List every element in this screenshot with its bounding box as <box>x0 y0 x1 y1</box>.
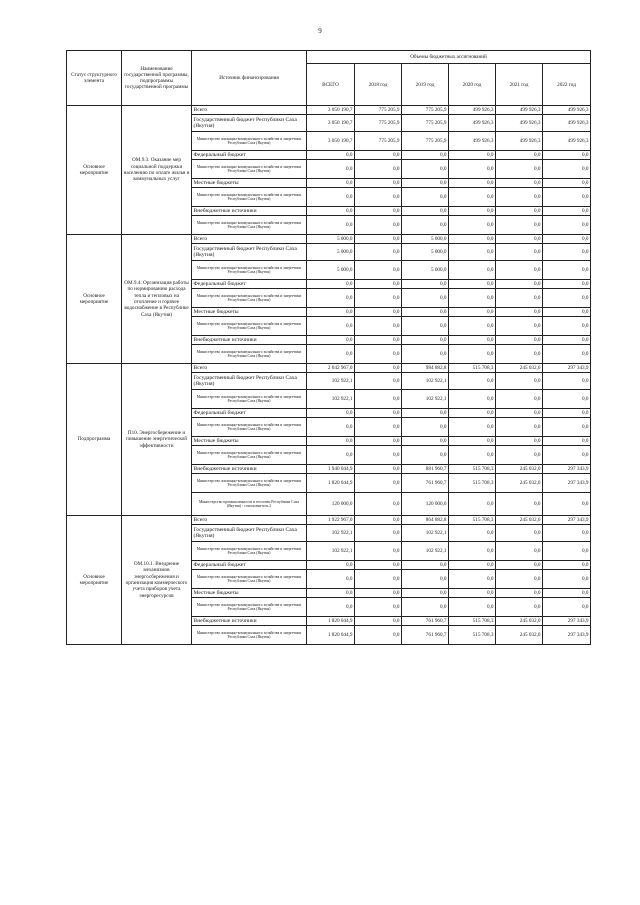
amount-cell: 775 205,9 <box>402 132 449 151</box>
executor-name: Министерство жилищно-коммунального хозяйства и энергетики Республики Саха (Якутия) <box>192 570 307 589</box>
amount-cell: 0,0 <box>355 474 402 493</box>
amount-cell: 5 000,0 <box>307 235 355 244</box>
amount-cell: 0,0 <box>355 373 402 390</box>
amount-cell: 0,0 <box>355 364 402 373</box>
amount-cell: 0,0 <box>496 280 543 289</box>
amount-cell: 0,0 <box>543 207 591 216</box>
amount-cell: 0,0 <box>543 598 591 617</box>
amount-cell: 515 708,3 <box>449 364 496 373</box>
amount-cell: 0,0 <box>449 280 496 289</box>
funding-source: Внебюджетные источники <box>192 207 307 216</box>
funding-source: Федеральный бюджет <box>192 409 307 418</box>
amount-cell: 0,0 <box>449 598 496 617</box>
amount-cell: 0,0 <box>307 179 355 188</box>
amount-cell: 0,0 <box>402 561 449 570</box>
amount-cell: 5 000,0 <box>402 244 449 261</box>
amount-cell: 0,0 <box>449 216 496 235</box>
amount-cell: 0,0 <box>496 493 543 516</box>
amount-cell: 0,0 <box>496 418 543 437</box>
header-source: Источник финансирования <box>192 51 307 106</box>
amount-cell: 499 926,3 <box>496 132 543 151</box>
executor-name: Министерство жилищно-коммунального хозяйства и энергетики Республики Саха (Якутия) <box>192 317 307 336</box>
program-name: ОМ.10.1. Внедрение механизмов энергосбережения и организация коммерческого учета приборов учета энергоресурсов <box>122 516 192 645</box>
amount-cell: 0,0 <box>307 280 355 289</box>
amount-cell: 0,0 <box>496 525 543 542</box>
amount-cell: 0,0 <box>355 390 402 409</box>
amount-cell: 0,0 <box>543 216 591 235</box>
executor-name: Министерство жилищно-коммунального хозяйства и энергетики Республики Саха (Якутия) <box>192 542 307 561</box>
executor-name: Министерство жилищно-коммунального хозяйства и энергетики Республики Саха (Якутия) <box>192 132 307 151</box>
amount-cell: 0,0 <box>355 446 402 465</box>
amount-cell: 1 820 044,9 <box>307 474 355 493</box>
amount-cell: 0,0 <box>449 188 496 207</box>
amount-cell: 297 343,9 <box>543 516 591 525</box>
amount-cell: 0,0 <box>307 345 355 364</box>
amount-cell: 0,0 <box>355 289 402 308</box>
amount-cell: 499 926,3 <box>543 132 591 151</box>
amount-cell: 0,0 <box>449 261 496 280</box>
executor-name: Министерство жилищно-коммунального хозяйства и энергетики Республики Саха (Якутия) <box>192 261 307 280</box>
amount-cell: 0,0 <box>543 446 591 465</box>
funding-source: Федеральный бюджет <box>192 280 307 289</box>
header-year-total: ВСЕГО <box>307 64 355 106</box>
amount-cell: 0,0 <box>307 317 355 336</box>
amount-cell: 0,0 <box>449 493 496 516</box>
amount-cell: 0,0 <box>543 160 591 179</box>
amount-cell: 0,0 <box>496 390 543 409</box>
amount-cell: 0,0 <box>543 261 591 280</box>
funding-source: Местные бюджеты <box>192 437 307 446</box>
amount-cell: 515 708,3 <box>449 516 496 525</box>
header-year-2021: 2021 год <box>496 64 543 106</box>
executor-name: Министерство жилищно-коммунального хозяйства и энергетики Республики Саха (Якутия) <box>192 216 307 235</box>
amount-cell: 0,0 <box>307 446 355 465</box>
program-name: ОМ.9.3. Оказание мер социальной поддержки населению по оплате жилья и коммунальных услуг <box>122 106 192 235</box>
amount-cell: 0,0 <box>449 308 496 317</box>
budget-table <box>66 50 591 645</box>
amount-cell: 0,0 <box>449 437 496 446</box>
funding-source: Государственный бюджет Республики Саха (Якутия) <box>192 525 307 542</box>
amount-cell: 245 032,0 <box>496 516 543 525</box>
element-status: Основное мероприятие <box>67 235 122 364</box>
amount-cell: 102 922,1 <box>307 373 355 390</box>
amount-cell: 0,0 <box>449 418 496 437</box>
program-name: ОМ.9.4. Организация работы по нормированию расхода тепла и тепловых на отопление и горячее водоснабжение в Республике Саха (Якутия) <box>122 235 192 364</box>
amount-cell: 0,0 <box>402 589 449 598</box>
amount-cell: 0,0 <box>402 570 449 589</box>
amount-cell: 0,0 <box>496 235 543 244</box>
executor-name: Министерство жилищно-коммунального хозяйства и энергетики Республики Саха (Якутия) <box>192 446 307 465</box>
amount-cell: 0,0 <box>543 317 591 336</box>
amount-cell: 0,0 <box>355 244 402 261</box>
amount-cell: 0,0 <box>307 409 355 418</box>
header-year-2020: 2020 год <box>449 64 496 106</box>
executor-name: Министерство жилищно-коммунального хозяйства и энергетики Республики Саха (Якутия) <box>192 160 307 179</box>
executor-name: Министерство жилищно-коммунального хозяйства и энергетики Республики Саха (Якутия) <box>192 418 307 437</box>
amount-cell: 0,0 <box>402 446 449 465</box>
table-row <box>67 364 591 373</box>
funding-source: Государственный бюджет Республики Саха (Якутия) <box>192 244 307 261</box>
amount-cell: 0,0 <box>355 207 402 216</box>
element-status: Основное мероприятие <box>67 516 122 645</box>
element-status: Основное мероприятие <box>67 106 122 235</box>
amount-cell: 0,0 <box>355 409 402 418</box>
funding-source: Внебюджетные источники <box>192 336 307 345</box>
amount-cell: 0,0 <box>402 289 449 308</box>
amount-cell: 0,0 <box>449 235 496 244</box>
funding-source: Федеральный бюджет <box>192 151 307 160</box>
amount-cell: 0,0 <box>355 465 402 474</box>
amount-cell: 0,0 <box>449 542 496 561</box>
amount-cell: 0,0 <box>543 244 591 261</box>
amount-cell: 0,0 <box>402 336 449 345</box>
amount-cell: 297 343,9 <box>543 626 591 645</box>
amount-cell: 3 050 190,7 <box>307 132 355 151</box>
amount-cell: 0,0 <box>355 216 402 235</box>
amount-cell: 0,0 <box>449 409 496 418</box>
amount-cell: 0,0 <box>307 289 355 308</box>
amount-cell: 0,0 <box>543 493 591 516</box>
amount-cell: 0,0 <box>355 280 402 289</box>
amount-cell: 0,0 <box>496 437 543 446</box>
amount-cell: 0,0 <box>355 418 402 437</box>
funding-source: Всего <box>192 106 307 115</box>
amount-cell: 775 205,9 <box>355 115 402 132</box>
amount-cell: 0,0 <box>355 336 402 345</box>
amount-cell: 1 820 044,9 <box>307 617 355 626</box>
amount-cell: 0,0 <box>449 561 496 570</box>
amount-cell: 0,0 <box>449 525 496 542</box>
amount-cell: 0,0 <box>449 336 496 345</box>
amount-cell: 5 000,0 <box>307 261 355 280</box>
amount-cell: 0,0 <box>307 437 355 446</box>
amount-cell: 0,0 <box>543 280 591 289</box>
amount-cell: 0,0 <box>543 289 591 308</box>
amount-cell: 0,0 <box>355 561 402 570</box>
amount-cell: 0,0 <box>496 446 543 465</box>
amount-cell: 245 032,0 <box>496 465 543 474</box>
amount-cell: 0,0 <box>355 516 402 525</box>
amount-cell: 102 922,1 <box>307 542 355 561</box>
amount-cell: 775 205,9 <box>355 132 402 151</box>
header-budget-volume: Объемы бюджетных ассигнований <box>307 51 591 64</box>
amount-cell: 0,0 <box>307 570 355 589</box>
header-program-name: Наименование государственной программы, подпрограммы государственной программы <box>122 51 192 106</box>
amount-cell: 0,0 <box>355 235 402 244</box>
amount-cell: 5 000,0 <box>402 261 449 280</box>
amount-cell: 984 882,8 <box>402 364 449 373</box>
amount-cell: 499 926,3 <box>449 132 496 151</box>
amount-cell: 0,0 <box>496 207 543 216</box>
amount-cell: 102 922,1 <box>402 390 449 409</box>
amount-cell: 120 000,0 <box>402 493 449 516</box>
element-status: Подпрограмма <box>67 364 122 516</box>
amount-cell: 515 708,3 <box>449 474 496 493</box>
amount-cell: 1 940 044,9 <box>307 465 355 474</box>
amount-cell: 0,0 <box>496 317 543 336</box>
table-row <box>67 516 591 525</box>
amount-cell: 0,0 <box>496 216 543 235</box>
header-year-2019: 2019 год <box>402 64 449 106</box>
amount-cell: 0,0 <box>543 390 591 409</box>
funding-source: Государственный бюджет Республики Саха (Якутия) <box>192 373 307 390</box>
amount-cell: 0,0 <box>496 561 543 570</box>
amount-cell: 775 205,9 <box>402 115 449 132</box>
amount-cell: 0,0 <box>307 561 355 570</box>
amount-cell: 864 882,8 <box>402 516 449 525</box>
amount-cell: 515 708,3 <box>449 465 496 474</box>
amount-cell: 0,0 <box>355 525 402 542</box>
amount-cell: 0,0 <box>402 207 449 216</box>
amount-cell: 0,0 <box>355 626 402 645</box>
amount-cell: 0,0 <box>543 308 591 317</box>
amount-cell: 0,0 <box>543 188 591 207</box>
amount-cell: 0,0 <box>496 289 543 308</box>
amount-cell: 499 926,3 <box>496 106 543 115</box>
funding-source: Государственный бюджет Республики Саха (Якутия) <box>192 115 307 132</box>
amount-cell: 0,0 <box>402 160 449 179</box>
amount-cell: 0,0 <box>449 390 496 409</box>
funding-source: Местные бюджеты <box>192 179 307 188</box>
amount-cell: 0,0 <box>355 308 402 317</box>
amount-cell: 0,0 <box>449 570 496 589</box>
amount-cell: 245 032,0 <box>496 626 543 645</box>
amount-cell: 0,0 <box>355 598 402 617</box>
amount-cell: 0,0 <box>496 598 543 617</box>
funding-source: Всего <box>192 364 307 373</box>
amount-cell: 0,0 <box>355 542 402 561</box>
amount-cell: 0,0 <box>496 188 543 207</box>
amount-cell: 775 205,9 <box>355 106 402 115</box>
amount-cell: 499 926,3 <box>449 106 496 115</box>
header-year-2022: 2022 год <box>543 64 591 106</box>
amount-cell: 0,0 <box>543 336 591 345</box>
amount-cell: 0,0 <box>355 570 402 589</box>
amount-cell: 297 343,9 <box>543 465 591 474</box>
amount-cell: 102 922,1 <box>402 373 449 390</box>
amount-cell: 0,0 <box>496 409 543 418</box>
amount-cell: 0,0 <box>449 373 496 390</box>
amount-cell: 0,0 <box>449 317 496 336</box>
amount-cell: 297 343,9 <box>543 617 591 626</box>
amount-cell: 297 343,9 <box>543 364 591 373</box>
table-body <box>67 106 591 645</box>
amount-cell: 0,0 <box>496 589 543 598</box>
amount-cell: 0,0 <box>355 493 402 516</box>
executor-name: Министерство жилищно-коммунального хозяйства и энергетики Республики Саха (Якутия) <box>192 289 307 308</box>
amount-cell: 0,0 <box>449 289 496 308</box>
amount-cell: 0,0 <box>355 179 402 188</box>
amount-cell: 120 000,0 <box>307 493 355 516</box>
amount-cell: 3 050 190,7 <box>307 106 355 115</box>
amount-cell: 0,0 <box>543 525 591 542</box>
amount-cell: 761 960,7 <box>402 474 449 493</box>
amount-cell: 0,0 <box>496 261 543 280</box>
program-name: П10. Энергосбережение и повышение энергетической эффективности <box>122 364 192 516</box>
amount-cell: 0,0 <box>496 570 543 589</box>
amount-cell: 1 922 967,0 <box>307 516 355 525</box>
amount-cell: 0,0 <box>402 216 449 235</box>
amount-cell: 0,0 <box>402 437 449 446</box>
amount-cell: 0,0 <box>543 418 591 437</box>
amount-cell: 0,0 <box>543 561 591 570</box>
amount-cell: 0,0 <box>355 261 402 280</box>
amount-cell: 3 050 190,7 <box>307 115 355 132</box>
amount-cell: 0,0 <box>307 216 355 235</box>
amount-cell: 245 032,0 <box>496 364 543 373</box>
amount-cell: 0,0 <box>355 151 402 160</box>
amount-cell: 102 922,1 <box>402 542 449 561</box>
amount-cell: 499 926,3 <box>543 106 591 115</box>
amount-cell: 245 032,0 <box>496 474 543 493</box>
amount-cell: 515 708,3 <box>449 617 496 626</box>
amount-cell: 0,0 <box>449 160 496 179</box>
amount-cell: 0,0 <box>307 418 355 437</box>
amount-cell: 102 922,1 <box>307 525 355 542</box>
amount-cell: 0,0 <box>543 437 591 446</box>
amount-cell: 0,0 <box>543 542 591 561</box>
amount-cell: 515 708,3 <box>449 626 496 645</box>
funding-source: Федеральный бюджет <box>192 561 307 570</box>
executor-name: Министерство жилищно-коммунального хозяйства и энергетики Республики Саха (Якутия) <box>192 188 307 207</box>
amount-cell: 0,0 <box>543 570 591 589</box>
amount-cell: 0,0 <box>449 589 496 598</box>
amount-cell: 0,0 <box>496 373 543 390</box>
amount-cell: 0,0 <box>496 244 543 261</box>
amount-cell: 0,0 <box>449 179 496 188</box>
amount-cell: 499 926,3 <box>496 115 543 132</box>
amount-cell: 0,0 <box>402 418 449 437</box>
amount-cell: 0,0 <box>402 409 449 418</box>
amount-cell: 0,0 <box>449 244 496 261</box>
amount-cell: 0,0 <box>496 179 543 188</box>
amount-cell: 0,0 <box>543 589 591 598</box>
amount-cell: 0,0 <box>449 151 496 160</box>
amount-cell: 0,0 <box>307 207 355 216</box>
amount-cell: 5 000,0 <box>307 244 355 261</box>
amount-cell: 0,0 <box>307 188 355 207</box>
amount-cell: 761 960,7 <box>402 626 449 645</box>
amount-cell: 499 926,3 <box>543 115 591 132</box>
amount-cell: 0,0 <box>307 151 355 160</box>
amount-cell: 0,0 <box>402 179 449 188</box>
amount-cell: 0,0 <box>402 151 449 160</box>
amount-cell: 0,0 <box>307 308 355 317</box>
amount-cell: 761 960,7 <box>402 617 449 626</box>
amount-cell: 0,0 <box>307 336 355 345</box>
executor-name: Министерство промышленности и геологии Республики Саха (Якутия) - соисполнитель 2 <box>192 493 307 516</box>
executor-name: Министерство жилищно-коммунального хозяйства и энергетики Республики Саха (Якутия) <box>192 345 307 364</box>
executor-name: Министерство жилищно-коммунального хозяйства и энергетики Республики Саха (Якутия) <box>192 390 307 409</box>
amount-cell: 0,0 <box>543 409 591 418</box>
amount-cell: 5 000,0 <box>402 235 449 244</box>
amount-cell: 0,0 <box>449 446 496 465</box>
amount-cell: 0,0 <box>543 345 591 364</box>
executor-name: Министерство жилищно-коммунального хозяйства и энергетики Республики Саха (Якутия) <box>192 474 307 493</box>
funding-source: Всего <box>192 516 307 525</box>
amount-cell: 0,0 <box>543 373 591 390</box>
funding-source: Внебюджетные источники <box>192 465 307 474</box>
amount-cell: 0,0 <box>355 345 402 364</box>
amount-cell: 0,0 <box>543 151 591 160</box>
amount-cell: 0,0 <box>355 437 402 446</box>
amount-cell: 2 042 967,0 <box>307 364 355 373</box>
amount-cell: 775 205,9 <box>402 106 449 115</box>
amount-cell: 0,0 <box>355 589 402 598</box>
amount-cell: 0,0 <box>496 308 543 317</box>
amount-cell: 0,0 <box>543 179 591 188</box>
amount-cell: 0,0 <box>355 188 402 207</box>
executor-name: Министерство жилищно-коммунального хозяйства и энергетики Республики Саха (Якутия) <box>192 626 307 645</box>
amount-cell: 0,0 <box>402 345 449 364</box>
amount-cell: 0,0 <box>449 345 496 364</box>
amount-cell: 0,0 <box>402 280 449 289</box>
amount-cell: 102 922,1 <box>402 525 449 542</box>
amount-cell: 0,0 <box>355 617 402 626</box>
table-row <box>67 106 591 115</box>
amount-cell: 0,0 <box>402 598 449 617</box>
funding-source: Внебюджетные источники <box>192 617 307 626</box>
amount-cell: 1 820 044,9 <box>307 626 355 645</box>
funding-source: Местные бюджеты <box>192 589 307 598</box>
table-row <box>67 235 591 244</box>
amount-cell: 245 032,0 <box>496 617 543 626</box>
amount-cell: 0,0 <box>355 317 402 336</box>
executor-name: Министерство жилищно-коммунального хозяйства и энергетики Республики Саха (Якутия) <box>192 598 307 617</box>
amount-cell: 0,0 <box>496 336 543 345</box>
amount-cell: 0,0 <box>307 589 355 598</box>
page-number: 9 <box>318 27 322 35</box>
amount-cell: 0,0 <box>496 151 543 160</box>
header-year-2018: 2018 год <box>355 64 402 106</box>
amount-cell: 297 343,9 <box>543 474 591 493</box>
amount-cell: 0,0 <box>449 207 496 216</box>
funding-source: Местные бюджеты <box>192 308 307 317</box>
amount-cell: 0,0 <box>496 542 543 561</box>
amount-cell: 0,0 <box>402 308 449 317</box>
amount-cell: 0,0 <box>307 160 355 179</box>
amount-cell: 0,0 <box>496 345 543 364</box>
amount-cell: 881 960,7 <box>402 465 449 474</box>
amount-cell: 0,0 <box>402 317 449 336</box>
amount-cell: 499 926,3 <box>449 115 496 132</box>
amount-cell: 0,0 <box>543 235 591 244</box>
amount-cell: 102 922,1 <box>307 390 355 409</box>
amount-cell: 0,0 <box>496 160 543 179</box>
amount-cell: 0,0 <box>355 160 402 179</box>
amount-cell: 0,0 <box>307 598 355 617</box>
amount-cell: 0,0 <box>402 188 449 207</box>
funding-source: Всего <box>192 235 307 244</box>
header-status: Статус структурного элемента <box>67 51 122 106</box>
